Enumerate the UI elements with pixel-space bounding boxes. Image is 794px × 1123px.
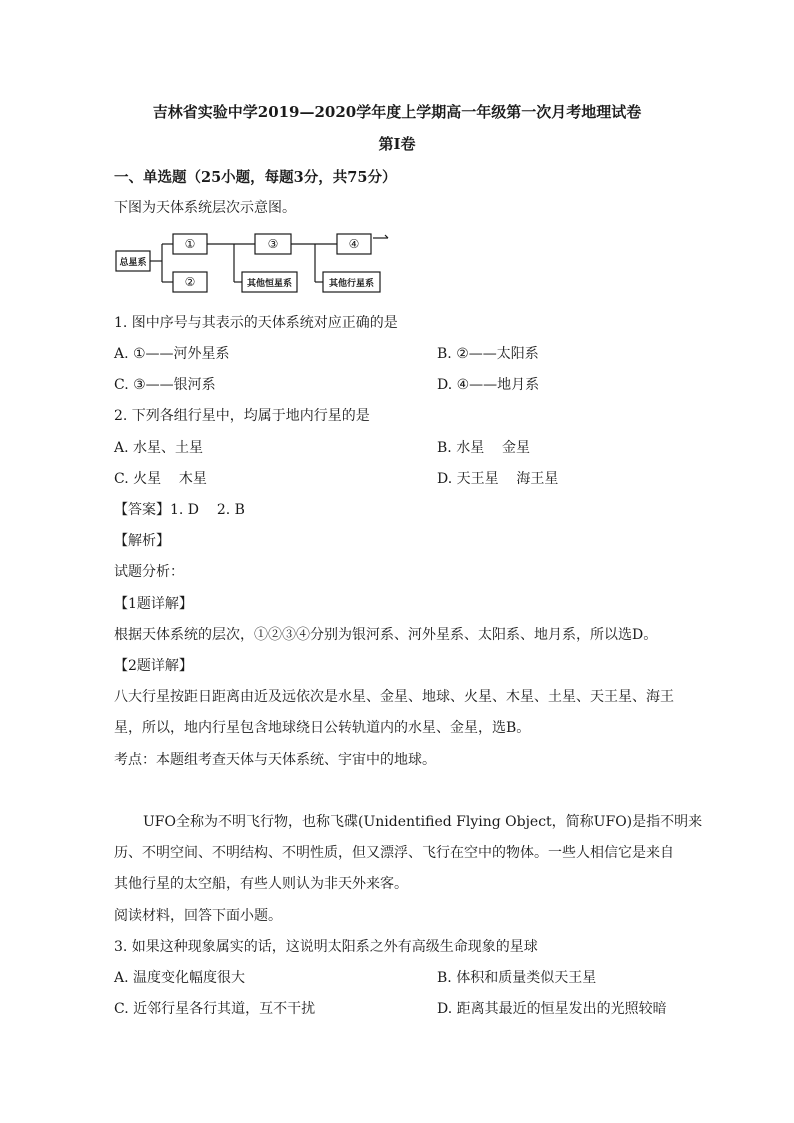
detail-1-label: 【1题详解】 — [114, 596, 193, 612]
question-1-option-d: D. ④——地月系 — [437, 377, 540, 393]
material-line-1: UFO全称为不明飞行物，也称飞碟(Unidentified Flying Object，简称UFO)是指不明来 — [143, 814, 703, 830]
diagram-node-3: ③ — [267, 237, 279, 251]
diagram-other-stars: 其他恒星系 — [246, 279, 293, 289]
diagram-node-2: ② — [184, 275, 196, 289]
celestial-system-diagram — [110, 225, 400, 297]
question-1-option-a: A. ①——河外星系 — [114, 346, 230, 362]
diagram-root-label: 总星系 — [119, 258, 147, 268]
detail-1-text: 根据天体系统的层次，①②③④分别为银河系、河外星系、太阳系、地月系，所以选D。 — [114, 627, 658, 643]
question-2-option-d: D. 天王星 海王星 — [437, 471, 559, 487]
watermark — [615, 765, 622, 790]
material-instruction: 阅读材料，回答下面小题。 — [114, 908, 282, 924]
page-title: 吉林省实验中学2019—2020学年度上学期高一年级第一次月考地理试卷 — [152, 103, 642, 121]
analysis-label: 【解析】 — [114, 533, 170, 549]
question-3-option-b: B. 体积和质量类似天王星 — [437, 970, 597, 986]
question-2-option-a: A. 水星、土星 — [114, 440, 204, 456]
diagram-node-4: ④ — [348, 237, 360, 251]
question-2-stem: 2. 下列各组行星中，均属于地内行星的是 — [114, 408, 370, 424]
section-heading: 一、单选题（25小题，每题3分，共75分） — [114, 169, 397, 186]
material-line-3: 其他行星的太空船，有些人则认为非天外来客。 — [114, 876, 408, 892]
kaodian-line: 考点：本题组考查天体与天体系统、宇宙中的地球。 — [114, 752, 436, 768]
diagram-other-planets: 其他行星系 — [328, 279, 375, 289]
section-volume: 第Ⅰ卷 — [378, 135, 416, 153]
question-1-option-b: B. ②——太阳系 — [437, 346, 539, 362]
question-3-option-a: A. 温度变化幅度很大 — [114, 970, 246, 986]
question-3-option-c: C. 近邻行星各行其道，互不干扰 — [114, 1001, 316, 1017]
question-3-option-d: D. 距离其最近的恒星发出的光照较暗 — [437, 1001, 667, 1017]
question-2-option-b: B. 水星 金星 — [437, 440, 530, 456]
answer-line: 【答案】1. D 2. B — [114, 502, 245, 518]
question-1-option-c: C. ③——银河系 — [114, 377, 216, 393]
detail-2-line-2: 星，所以，地内行星包含地球绕日公转轨道内的水星、金星，选B。 — [114, 720, 531, 736]
material-line-2: 历、不明空间、不明结构、不明性质，但又漂浮、飞行在空中的物体。一些人相信它是来自 — [114, 845, 674, 861]
question-2-option-c: C. 火星 木星 — [114, 471, 207, 487]
question-3-stem: 3. 如果这种现象属实的话，这说明太阳系之外有高级生命现象的星球 — [114, 939, 538, 955]
intro-text: 下图为天体系统层次示意图。 — [114, 200, 296, 216]
detail-2-label: 【2题详解】 — [114, 658, 193, 674]
diagram-node-1: ① — [184, 237, 196, 251]
detail-2-line-1: 八大行星按距日距离由近及远依次是水星、金星、地球、火星、木星、土星、天王星、海王 — [114, 689, 674, 705]
question-1-stem: 1. 图中序号与其表示的天体系统对应正确的是 — [114, 315, 398, 331]
analysis-intro: 试题分析： — [114, 564, 184, 580]
